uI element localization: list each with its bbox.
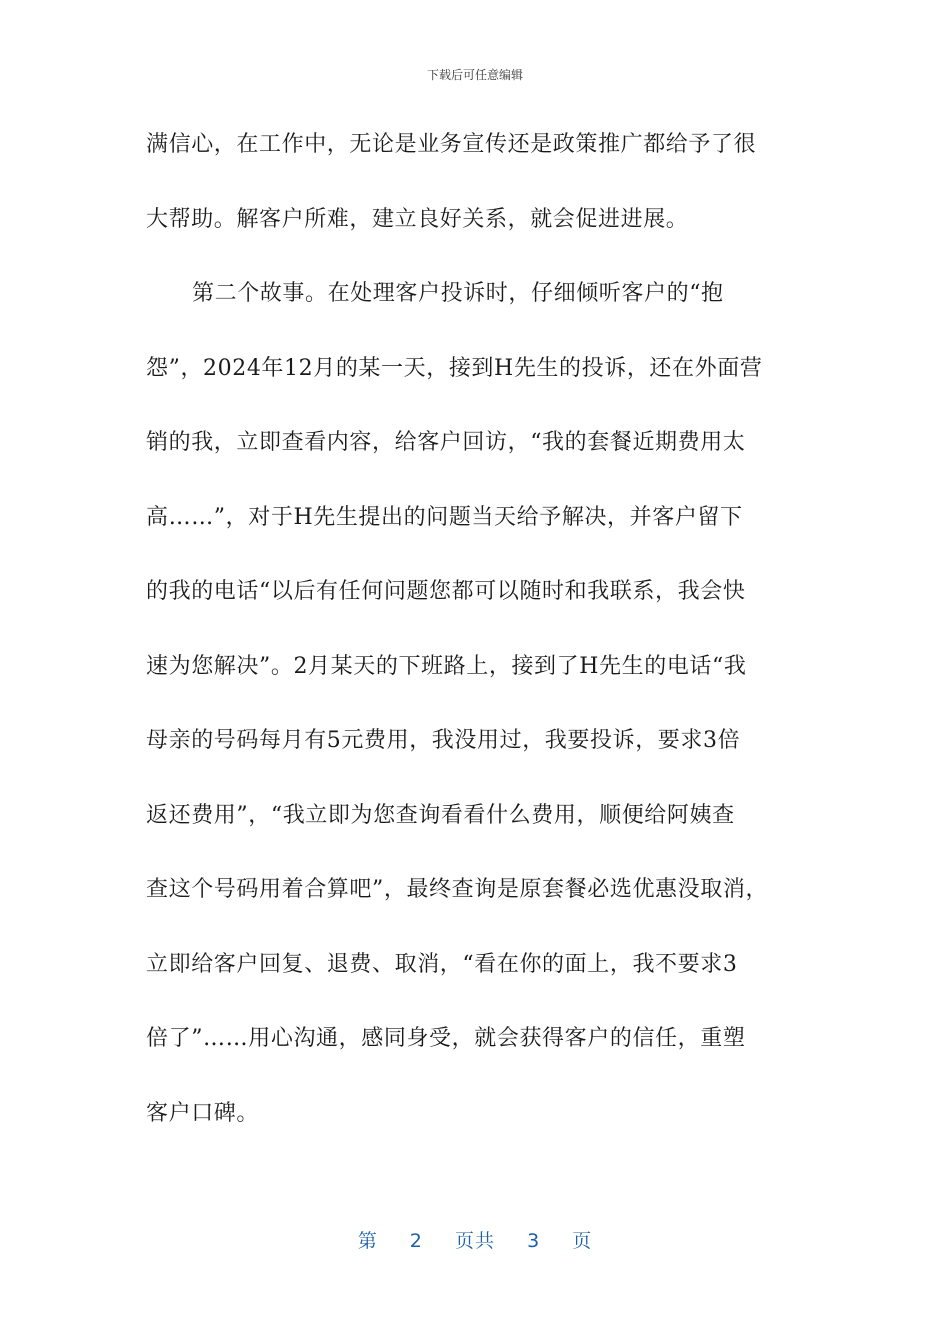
text-line: 母亲的号码每月有5元费用，我没用过，我要投诉，要求3倍 — [146, 728, 741, 753]
text-line: 倍了”……用心沟通，感同身受，就会获得客户的信任，重塑 — [146, 1026, 746, 1051]
text-line: 的我的电话“以后有任何问题您都可以随时和我联系，我会快 — [146, 579, 746, 604]
text-line: 立即给客户回复、退费、取消，“看在你的面上，我不要求3 — [146, 951, 738, 977]
page-header: 下载后可任意编辑 — [426, 68, 523, 82]
text-line: 高……”，对于H先生提出的问题当天给予解决，并客户留下 — [146, 504, 743, 530]
paragraph-start-line: 第二个故事。在处理客户投诉时，仔细倾听客户的“抱 — [192, 281, 724, 306]
text-line: 查这个号码用着合算吧”，最终查询是原套餐必选优惠没取消， — [146, 877, 769, 902]
text-line: 销的我，立即查看内容，给客户回访，“我的套餐近期费用太 — [146, 430, 746, 455]
current-page-number: 2 — [409, 1230, 423, 1252]
document-body — [146, 108, 806, 1151]
text-line: 大帮助。解客户所难，建立良好关系，就会促进进展。 — [146, 206, 689, 232]
text-line: 客户口碑。 — [146, 1100, 260, 1126]
text-line: 返还费用”，“我立即为您查询看看什么费用，顺便给阿姨查 — [146, 802, 735, 828]
text-line: 满信心，在工作中，无论是业务宣传还是政策推广都给予了很 — [146, 132, 757, 157]
text-line: 怨”，2024年12月的某一天，接到H先生的投诉，还在外面营 — [146, 355, 763, 381]
footer-middle: 页共 — [454, 1230, 495, 1252]
total-pages-number: 3 — [527, 1230, 541, 1252]
footer-prefix: 第 — [357, 1230, 378, 1252]
page-footer — [0, 1226, 950, 1253]
footer-suffix: 页 — [572, 1230, 593, 1252]
text-line: 速为您解决”。2月某天的下班路上，接到了H先生的电话“我 — [146, 653, 747, 679]
